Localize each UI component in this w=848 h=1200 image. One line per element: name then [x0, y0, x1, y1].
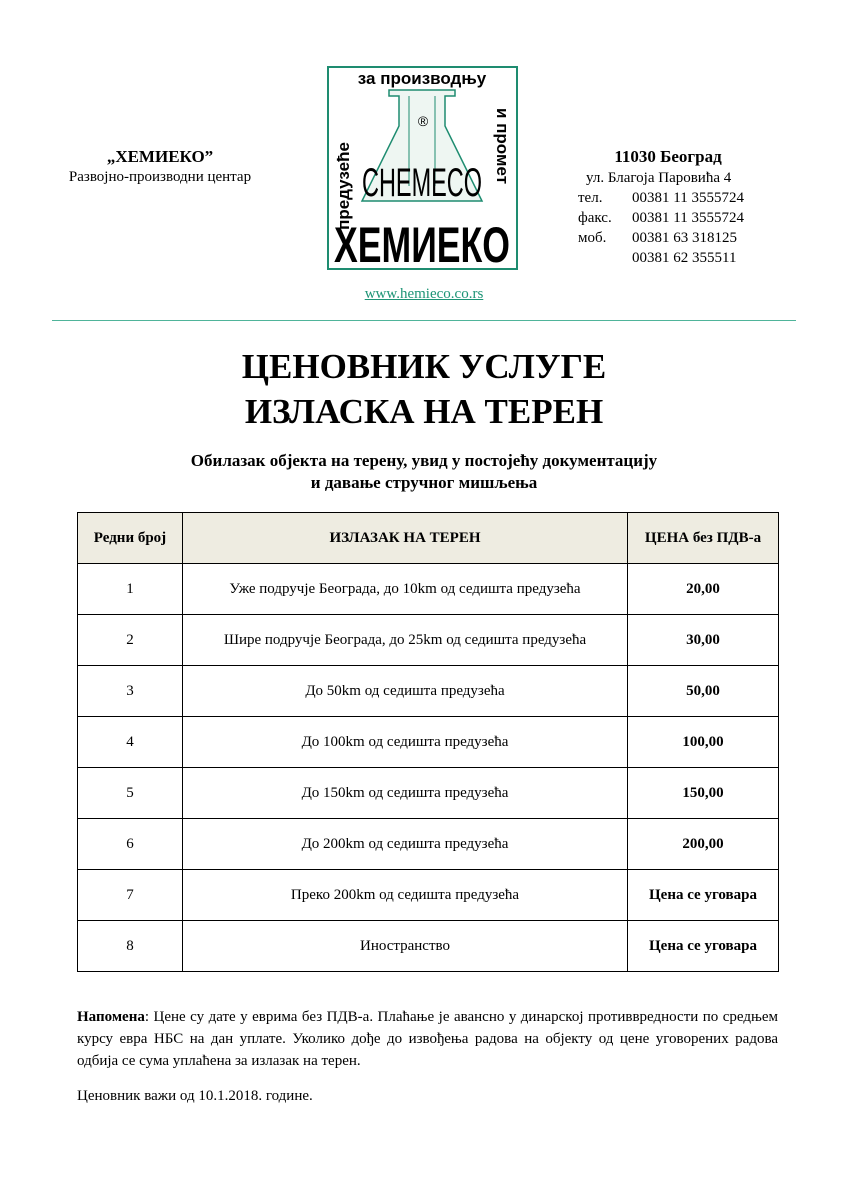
fax-row: [578, 208, 778, 228]
note-text: : Цене су дате у еврима без ПДВ-а. Плаћање је авансно у динарској противвредности по средњем курсу евра НБС на дан уплате. Уколико дође до извођења радова на објекту од цене уговорених радова одбија се сума уплаћена за излазак на терен.: [77, 1009, 778, 1069]
company-logo: [327, 66, 518, 270]
table-row: [78, 870, 779, 921]
table-row: [78, 921, 779, 972]
row-price: 100,00: [628, 717, 779, 768]
note-paragraph: [77, 1006, 778, 1072]
phone-value: 00381 11 3555724: [632, 190, 744, 206]
logo-bottom-text: ХЕМИЕКО: [334, 217, 510, 270]
row-description: Иностранство: [183, 921, 628, 972]
company-block: [40, 146, 280, 186]
row-description: До 200km од седишта предузећа: [183, 819, 628, 870]
row-price: 150,00: [628, 768, 779, 819]
logo-top-text: за производњу: [357, 69, 487, 88]
logo-left-text: предузеће: [334, 142, 353, 230]
row-number: 5: [78, 768, 183, 819]
row-price: 50,00: [628, 666, 779, 717]
row-number: 1: [78, 564, 183, 615]
row-description: До 100km од седишта предузећа: [183, 717, 628, 768]
table-row: [78, 666, 779, 717]
header-divider: [52, 320, 796, 321]
fax-label: факс.: [578, 210, 612, 226]
company-name: „ХЕМИЕКО”: [106, 147, 214, 166]
row-description: Уже подручје Београда, до 10km од седишта предузећа: [183, 564, 628, 615]
row-number: 2: [78, 615, 183, 666]
row-description: До 150km од седишта предузећа: [183, 768, 628, 819]
company-subtitle: Развојно-производни центар: [68, 169, 252, 185]
address-street: ул. Благоја Паровића 4: [586, 170, 732, 186]
mobile-label: моб.: [578, 230, 607, 246]
table-row: [78, 717, 779, 768]
logo-registered-mark: ®: [417, 113, 429, 129]
title-line-1: ЦЕНОВНИК УСЛУГЕ: [241, 347, 607, 386]
address-block: [578, 146, 778, 268]
row-description: До 50km од седишта предузећа: [183, 666, 628, 717]
address-city: 11030 Београд: [614, 147, 722, 166]
row-description: Шире подручје Београда, до 25km од седишта предузећа: [183, 615, 628, 666]
row-description: Преко 200km од седишта предузећа: [183, 870, 628, 921]
table-row: [78, 768, 779, 819]
subtitle-line-2: и давање стручног мишљења: [310, 473, 538, 492]
row-price: Цена се уговара: [628, 870, 779, 921]
header-price: ЦЕНА без ПДВ-а: [628, 513, 779, 564]
table-row: [78, 615, 779, 666]
row-number: 4: [78, 717, 183, 768]
page-title: [0, 344, 848, 434]
row-price: 20,00: [628, 564, 779, 615]
mobile-value-2: 00381 62 355511: [632, 250, 737, 266]
phone-label: тел.: [578, 190, 603, 206]
row-number: 7: [78, 870, 183, 921]
price-table: [77, 512, 779, 972]
row-number: 3: [78, 666, 183, 717]
mobile-label-2: [578, 248, 632, 268]
validity-text: Ценовник важи од 10.1.2018. године.: [77, 1088, 313, 1104]
subtitle-line-1: Обилазак објекта на терену, увид у постојећу документацију: [190, 451, 658, 470]
phone-row: [578, 188, 778, 208]
header-number: Редни број: [78, 513, 183, 564]
row-number: 6: [78, 819, 183, 870]
mobile-row-2: [578, 248, 778, 268]
page-subtitle: [0, 450, 848, 494]
title-line-2: ИЗЛАСКА НА ТЕРЕН: [244, 392, 604, 431]
logo-right-text: и промет: [493, 107, 512, 185]
table-row: [78, 819, 779, 870]
note-label: Напомена: [77, 1009, 145, 1025]
header-description: ИЗЛАЗАК НА ТЕРЕН: [183, 513, 628, 564]
table-header-row: [78, 513, 779, 564]
fax-value: 00381 11 3555724: [632, 210, 744, 226]
row-number: 8: [78, 921, 183, 972]
row-price: Цена се уговара: [628, 921, 779, 972]
table-row: [78, 564, 779, 615]
mobile-row: [578, 228, 778, 248]
website-link[interactable]: www.hemieco.co.rs: [364, 286, 484, 302]
row-price: 30,00: [628, 615, 779, 666]
logo-mark-text: CHEMECO: [362, 161, 482, 205]
row-price: 200,00: [628, 819, 779, 870]
mobile-value: 00381 63 318125: [632, 230, 737, 246]
